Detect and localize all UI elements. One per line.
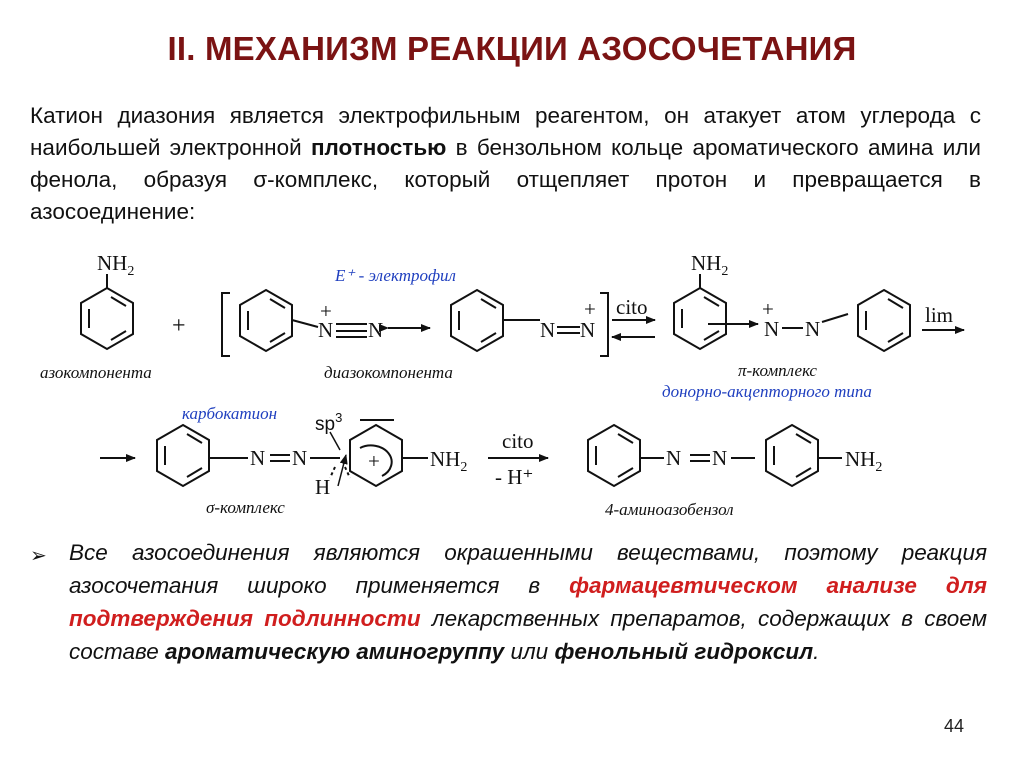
sigma-complex-label: σ-комплекс: [206, 498, 285, 517]
n-atom-7: N: [250, 446, 266, 470]
bullet-text-2: лекарственных препаратов, содержащих в своем составе: [69, 606, 987, 664]
bullet-paragraph: [69, 536, 987, 668]
pi-complex-label: π-комплекс: [738, 361, 817, 380]
product-ring-2: [766, 425, 842, 486]
pi-complex-aniline-ring: [674, 274, 758, 349]
n-atom-8: N: [292, 446, 308, 470]
page-number: 44: [943, 716, 964, 736]
cito-label-2: cito: [502, 429, 534, 453]
intro-bold-word: плотностью: [310, 135, 447, 160]
sp3-label: $sp^3$: [315, 410, 343, 435]
nh2-pi-complex: $NH_2$: [691, 251, 729, 279]
diazocomponent-label: диазокомпонента: [324, 363, 453, 382]
pi-complex-diazo: [782, 290, 910, 351]
lim-label: lim: [925, 303, 954, 327]
plus-charge-2: +: [584, 297, 596, 321]
intro-text-2: в бензольном кольце ароматического амина или фенола, образуя σ-комплекс, который отщепляет протон и превращается в азосоединение:: [30, 135, 981, 224]
intro-text-1: Катион диазония является электрофильным реагентом, он атакует атом углерода с наибольшей электронной: [30, 103, 981, 160]
carbocation-label: карбокатион: [182, 404, 278, 423]
plus-charge-4: +: [368, 449, 380, 473]
carbocation-arrow: [338, 455, 346, 486]
bullet-text-3: или: [510, 639, 549, 664]
azocomponent-label: азокомпонента: [40, 363, 152, 382]
n-atom-4: N: [580, 318, 596, 342]
n-atom-2: N: [368, 318, 384, 342]
diazonium-ring-2: [451, 290, 580, 351]
nh2-aniline: $NH_2$: [97, 251, 135, 279]
nh2-sigma-complex: $NH_2$: [430, 447, 468, 475]
n-atom-5: N: [764, 317, 780, 341]
nh2-product: $NH_2$: [845, 447, 883, 475]
slide-title: II. МЕХАНИЗМ РЕАКЦИИ АЗОСОЧЕТАНИЯ: [167, 30, 857, 67]
plus-sign: +: [172, 313, 186, 339]
bullet-bold-2: фенольный гидроксил: [554, 639, 814, 664]
donor-acceptor-label: донорно-акцепторного типа: [662, 382, 872, 401]
bullet-period: .: [813, 639, 820, 664]
electrophile-label: E⁺ - электрофил: [335, 266, 456, 285]
product-label: 4-аминоазобензол: [605, 500, 734, 519]
hydrogen-atom: H: [315, 475, 331, 499]
bullet-red-text: фармацевтическом анализе для подтверждения подлинности: [69, 573, 987, 631]
minus-h-label: - H⁺: [495, 465, 534, 489]
aniline-ring: [81, 274, 133, 349]
n-atom-10: N: [712, 446, 728, 470]
bullet-bold-1: ароматическую аминогруппу: [165, 639, 505, 664]
diazonium-ring-1: [240, 290, 367, 351]
bullet-arrow-icon: ➢: [30, 545, 47, 567]
n-atom-9: N: [666, 446, 682, 470]
cito-label-1: cito: [616, 295, 648, 319]
plus-charge-1: +: [320, 299, 332, 323]
n-atom-3: N: [540, 318, 556, 342]
n-atom-1: N: [318, 318, 334, 342]
plus-charge-3: +: [762, 297, 774, 321]
n-atom-6: N: [805, 317, 821, 341]
bullet-text-1: Все азосоединения являются окрашенными веществами, поэтому реакция азосочетания широко применяется в: [69, 540, 987, 598]
equilibrium-arrows: [612, 320, 655, 337]
sigma-complex-phenyl-ring: [157, 425, 340, 486]
